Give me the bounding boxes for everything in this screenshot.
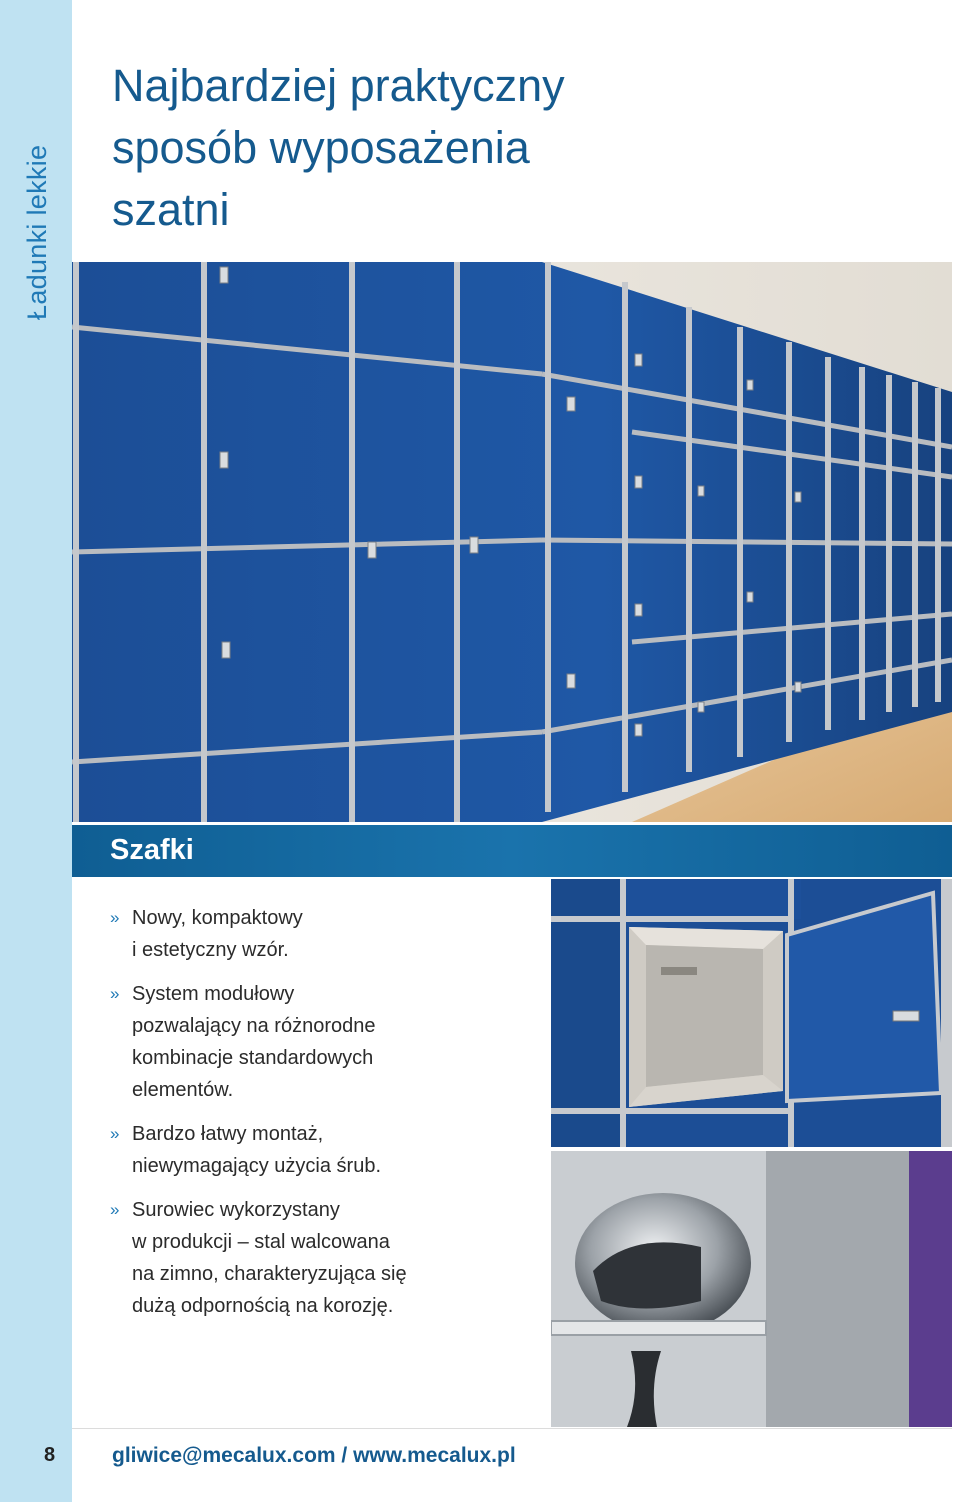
bullet-marker: » [110, 1124, 120, 1143]
footer-divider [72, 1428, 952, 1429]
lockers-illustration [72, 262, 952, 822]
title-line: Najbardziej praktyczny [112, 60, 565, 111]
list-item-line: System modułowy [132, 983, 295, 1005]
list-item-line: w produkcji – stal walcowana [132, 1231, 390, 1253]
bullet-marker: » [110, 984, 120, 1003]
sidebar-label: Ładunki lekkie [22, 144, 52, 320]
list-item-line: Nowy, kompaktowy [132, 907, 303, 929]
list-item-line: niewymagający użycia śrub. [132, 1155, 381, 1177]
list-item-line: na zimno, charakteryzująca się [132, 1263, 407, 1285]
helmet-illustration [551, 1151, 952, 1427]
feature-list [110, 902, 530, 1334]
open-locker-illustration [551, 879, 952, 1147]
lockers-photo [72, 262, 952, 822]
title-line: sposób wyposażenia [112, 122, 530, 173]
open-locker-photo [551, 879, 952, 1147]
list-item [110, 902, 530, 966]
sidebar [0, 0, 72, 1502]
list-item-line: i estetyczny wzór. [132, 939, 289, 961]
section-title: Szafki [110, 834, 194, 866]
page-title [112, 55, 565, 241]
bullet-marker: » [110, 1200, 120, 1219]
list-item [110, 1194, 530, 1322]
title-line: szatni [112, 184, 230, 235]
list-item-line: pozwalający na różnorodne [132, 1015, 376, 1037]
list-item-line: dużą odpornością na korozję. [132, 1295, 394, 1317]
section-band [72, 825, 952, 877]
bullet-marker: » [110, 908, 120, 927]
helmet-locker-photo [551, 1151, 952, 1427]
footer-contact: gliwice@mecalux.com / www.mecalux.pl [112, 1444, 516, 1467]
list-item-line: elementów. [132, 1079, 234, 1101]
list-item [110, 978, 530, 1106]
list-item-line: kombinacje standardowych [132, 1047, 374, 1069]
list-item-line: Surowiec wykorzystany [132, 1199, 340, 1221]
page-number: 8 [44, 1444, 56, 1466]
list-item-line: Bardzo łatwy montaż, [132, 1123, 324, 1145]
list-item [110, 1118, 530, 1182]
